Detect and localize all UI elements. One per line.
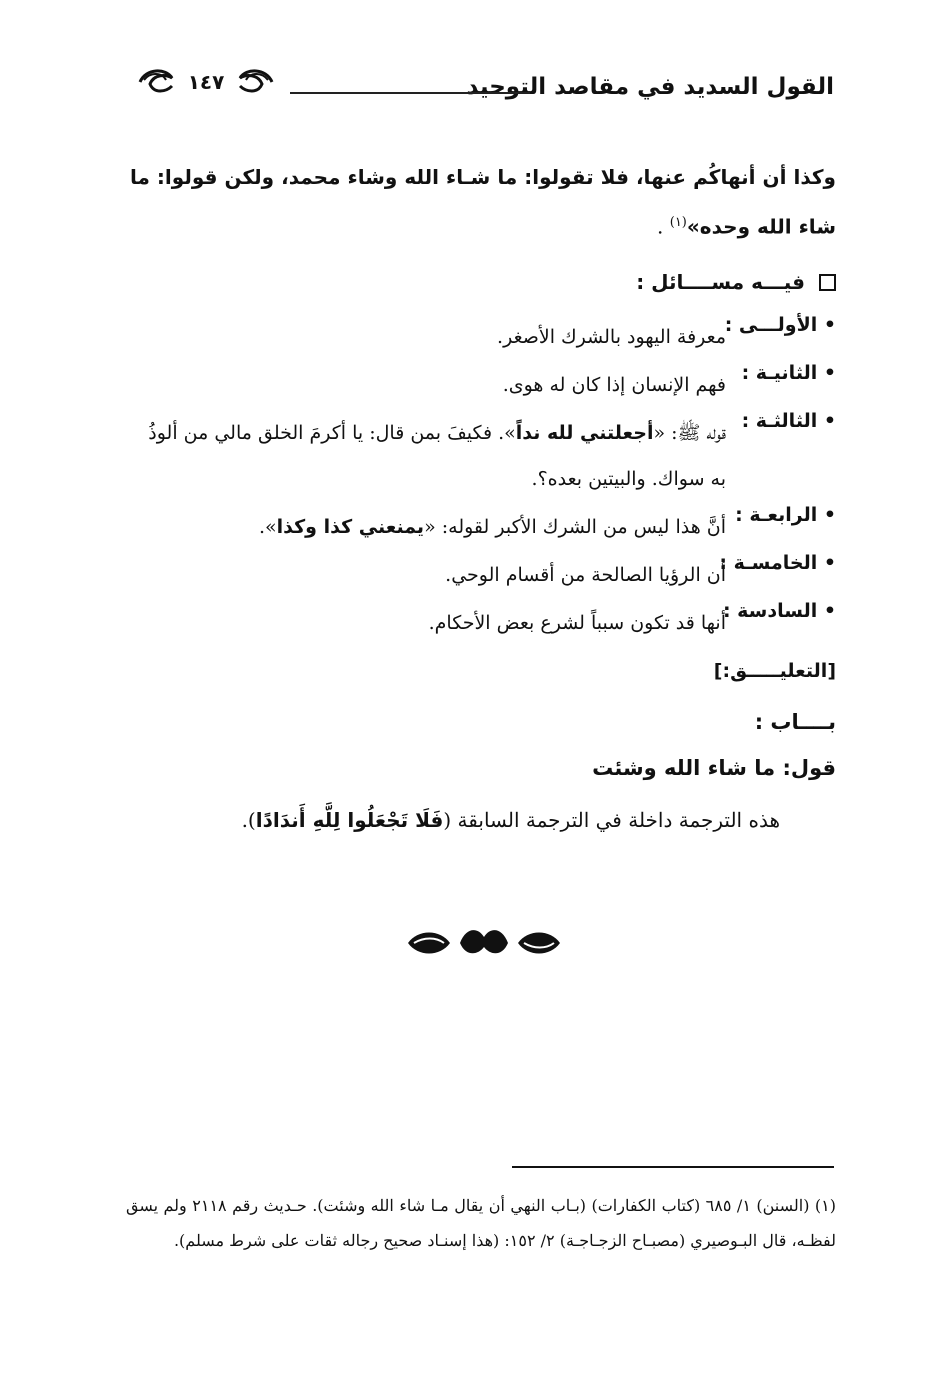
issue-text: فهم الإنسان إذا كان له هوى. [502, 374, 726, 396]
square-bullet-icon [819, 274, 836, 291]
quran-quote: فَلَا تَجْعَلُوا لِلَّهِ أَندَادًا [255, 808, 444, 832]
commentary-text: هذه الترجمة داخلة في الترجمة السابقة (فَلَا تَجْعَلُوا لِلَّهِ أَندَادًا). [241, 808, 780, 832]
footnote-reference: (١) [669, 215, 687, 230]
intro-text: وكذا أن أنهاكُم عنها، فلا تقولوا: ما شـاء الله وشاء محمد، ولكن قولوا: ما شاء الله وحده» [130, 165, 836, 239]
issue-item [130, 504, 836, 550]
footnote-separator [512, 1166, 834, 1168]
intro-paragraph [130, 154, 836, 250]
issue-label: • الثانيـة : [741, 362, 836, 384]
issue-text: أنها قد تكون سبباً لشرع بعض الأحكام. [428, 612, 726, 634]
issues-heading [636, 270, 836, 294]
issue-item [130, 362, 836, 408]
page-number-ornament [136, 60, 276, 100]
page-number: ١٤٧ [187, 70, 225, 94]
footnote: (١) (السنن) ١/ ٦٨٥ (كتاب الكفارات) (بـاب النهي أن يقال مـا شاء الله وشئت). حـديث رقم ٢١١٨ ولم يسق لفظـه، قال البـوصيري (مصبـاح الزجـاجـة) ٢/ ١٥٢: (هذا إسنـاد صحيح رجاله ثقات على شرط مسلم). [126, 1196, 837, 1250]
intro-end: . [657, 214, 670, 239]
header-rule [290, 92, 530, 94]
issue-label: • الأولـــى : [724, 314, 836, 336]
running-header-title: القول السديد في مقاصد التوحيد [466, 74, 834, 100]
issue-item [130, 600, 836, 646]
issue-text: أنَّ هذا ليس من الشرك الأكبر لقوله: «يمنعني كذا وكذا». [258, 516, 726, 538]
issue-text: قوله ﷺ: «أجعلتني لله نداً». فكيفَ بمن قال: يا أكرمَ الخلق مالي من ألوذُ به سواك. والبيتين بعده؟. [148, 422, 726, 490]
issue-text: معرفة اليهود بالشرك الأصغر. [497, 326, 726, 348]
issue-label: • الثالثـة : [741, 410, 836, 432]
issues-heading-text: فيـــه مســــائل : [636, 270, 805, 294]
issue-item [130, 410, 836, 502]
commentary-marker: [التعليـــــق:] [713, 660, 836, 682]
issue-label: • الخامسـة : [719, 552, 836, 574]
issue-item [130, 552, 836, 598]
issue-text: أن الرؤيا الصالحة من أقسام الوحي. [445, 564, 726, 586]
issue-label: • السادسة : [722, 600, 836, 622]
issue-item [130, 314, 836, 360]
chapter-title: قول: ما شاء الله وشئت [592, 756, 836, 780]
leaf-ornament-icon [404, 925, 564, 961]
issue-label: • الرابعـة : [735, 504, 836, 526]
chapter-label: بــــاب : [754, 710, 836, 734]
